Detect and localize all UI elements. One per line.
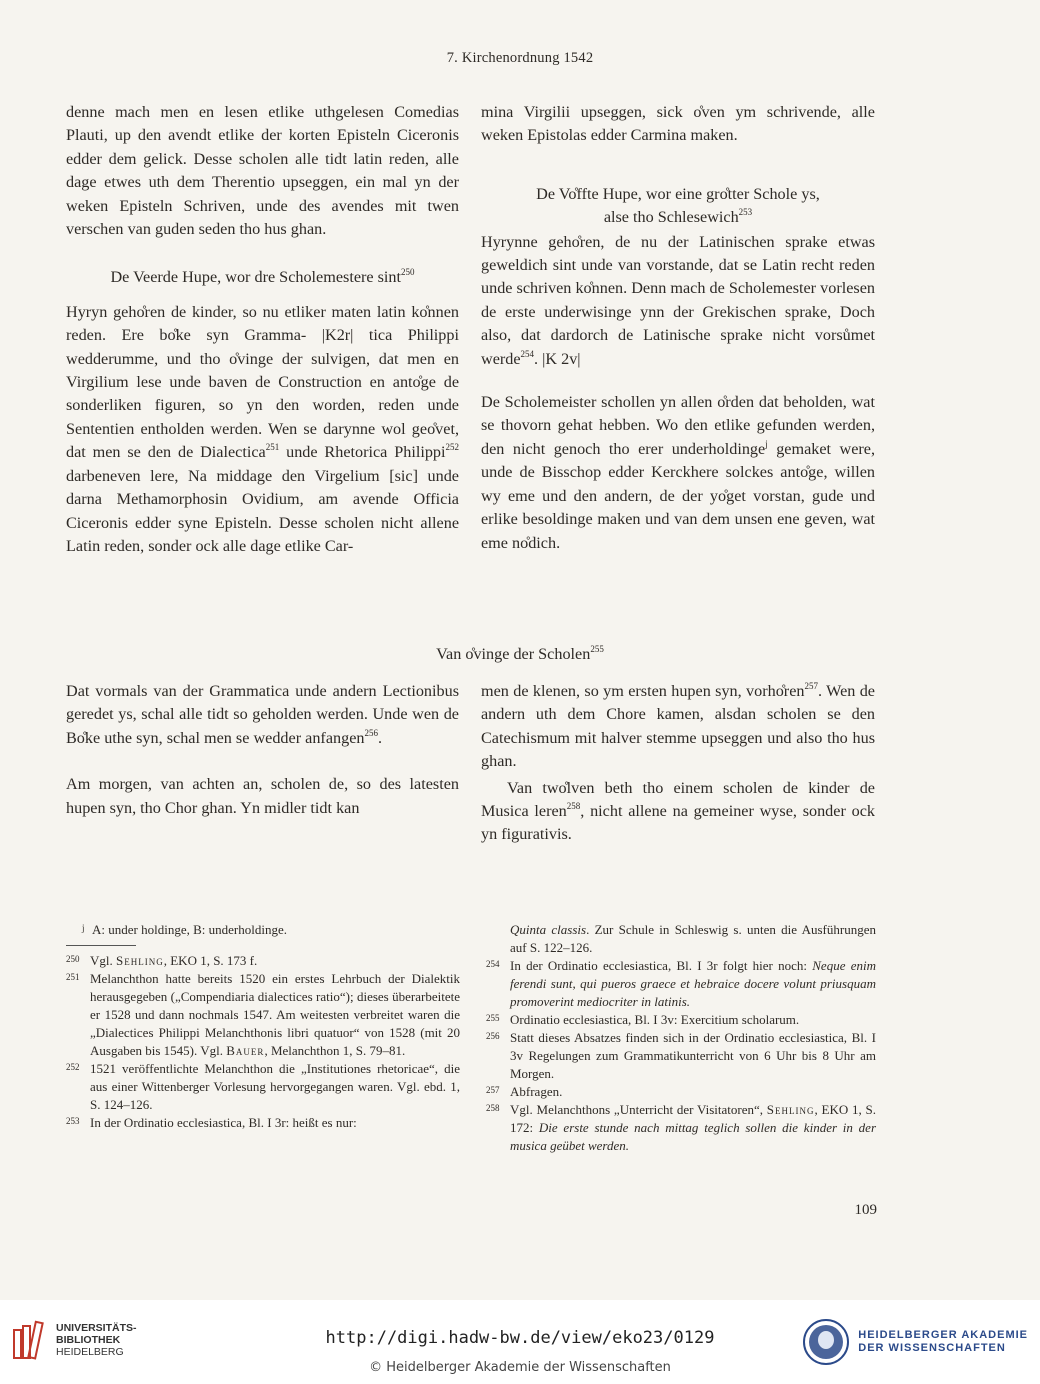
- paragraph: [66, 680, 459, 750]
- footnote-number: 257: [486, 1085, 500, 1095]
- footnote-ref: 251: [265, 442, 280, 453]
- footnote-text-part: Vgl.: [90, 953, 116, 968]
- section-heading-5: [481, 183, 875, 230]
- footnote: [66, 952, 460, 970]
- paragraph-text: men de klenen, so ym ersten hupen syn, vorho̊ren: [481, 682, 805, 700]
- copyright-notice: © Heidelberger Akademie der Wissenschaften: [369, 1360, 671, 1375]
- academy-seal-icon: [802, 1318, 850, 1366]
- footnote-text: Abfragen.: [510, 1084, 563, 1099]
- footnote-number: 258: [486, 1103, 500, 1113]
- footnote-text: [510, 1101, 876, 1155]
- footnote-ref: 257: [804, 681, 818, 691]
- footnote-ref: 250: [401, 267, 415, 278]
- paragraph: [481, 777, 875, 847]
- paragraph: [481, 680, 875, 774]
- footnotes-right: [486, 921, 876, 1155]
- academy-logo[interactable]: [802, 1318, 1028, 1366]
- footnote-text: [90, 952, 460, 970]
- library-name-line: UNIVERSITÄTS-: [56, 1322, 137, 1334]
- paragraph: [481, 391, 875, 555]
- footnote-number: 251: [66, 972, 80, 982]
- paragraph: denne mach men en lesen etlike uthgelesen Comedias Plauti, up den avendt etlike der korten Episteln Ciceronis edder dem gelick. Desse scholen alle tidt latin reden, alle dage etwes uth dem Therentio upseggen, ein mal yn der weken Episteln Schriven, unde des avendes mit twen verschen van guden seden tho hus ghan.: [66, 103, 459, 239]
- footnote-text-part: In der Ordinatio ecclesiastica, Bl. I 3r folgt hier noch:: [510, 958, 813, 973]
- academy-name: [858, 1329, 1028, 1355]
- author-name: Sehling: [766, 1102, 815, 1117]
- footnote-ref: 256: [364, 727, 378, 738]
- footnote-text-part: , EKO 1, S. 173 f.: [163, 953, 258, 968]
- paragraph-text: Hyryn geho̊ren de kinder, so nu etliker maten latin ko̊nnen reden. Ere bo̊ke syn Gramma- |K2r| tica Philippi wedderumme, und tho o̊vinge der sulvigen, dat men en Virgilium lese unde baven de Construction en anto̊ge de sonderliken figuren, so yn den worden, reden unde Sententien entholden werden. Wen se darynne wol geo̊vet, dat men se den de Dialectica: [66, 302, 459, 462]
- paragraph-text: Dat vormals van der Grammatica unde andern Lectionibus geredet ys, schal alle tidt so geholden werden. Unde wen de Bo̊ke uthe syn, schal men se wedder anfangen: [66, 682, 459, 747]
- author-name: Sehling: [116, 953, 164, 968]
- footnote-text: [510, 957, 876, 1011]
- section-heading-exercises: [0, 645, 1040, 664]
- footnote: [486, 1029, 876, 1083]
- page-number: 109: [854, 1202, 877, 1218]
- academy-name-line: DER WISSENSCHAFTEN: [858, 1342, 1006, 1354]
- footnote-number: 254: [486, 959, 500, 969]
- footnote-text-part: , Melanchthon 1, S. 79–81.: [264, 1043, 406, 1058]
- footnote-indent: [486, 921, 510, 957]
- footnote-text-part: Vgl. Melanchthons „Unterricht der Visitatoren“,: [510, 1102, 767, 1117]
- footnote-text: [510, 921, 876, 957]
- footnote-ref: 253: [738, 207, 753, 218]
- footnote: [66, 1114, 460, 1132]
- paragraph-text: . |K 2v|: [534, 349, 581, 368]
- footnote-text: A: under holdinge, B: underholdinge.: [92, 922, 287, 937]
- footnote-italic: Die erste stunde nach mittag teglich sollen die kinder in der musica geübet werden.: [510, 1120, 876, 1153]
- paragraph-text: De Scholemeister schollen yn allen o̊rden dat beholden, wat se thovorn gehat hebben. Wo den etlike gefunden werden, den nicht genoch tho erer underholdinge: [481, 393, 875, 458]
- paragraph-text: gemaket were, unde de Bisschop edder Kerckhere solckes anto̊ge, willen wy eme und den andern, de der yo̊get vorstan, gude und erlike besoldinge maken und van dem unsen ene geven, wat eme no̊dich.: [481, 439, 875, 552]
- academy-name-line: HEIDELBERGER AKADEMIE: [858, 1329, 1028, 1341]
- footnote-italic: Quinta classis: [510, 922, 587, 937]
- paragraph-text: Van two̊lven beth tho einem scholen de kinder de Musica leren: [481, 778, 875, 821]
- footnote: [66, 970, 460, 1060]
- footnote-continuation: [486, 921, 876, 957]
- footnote-ref: 254: [520, 348, 535, 359]
- paragraph-text: . Wen de andern uth dem Chore kamen, alsdan scholen se den Catechismum mit halver stemme upseggen und also tho hus ghan.: [481, 682, 875, 771]
- footnote: [82, 921, 460, 939]
- footnote-number: 252: [66, 1062, 80, 1072]
- footnote-ref: 255: [590, 644, 604, 654]
- paragraph-text: .: [377, 728, 383, 747]
- footnote-ref: 252: [445, 442, 459, 453]
- footnote-text: Statt dieses Absatzes finden sich in der Ordinatio ecclesiastica, Bl. I 3v Regelungen zum Grammatikunterricht von 6 Uhr bis 8 Uhr am Morgen.: [510, 1030, 876, 1081]
- paragraph-text: , nicht allene na gemeiner wyse, sonder ock yn figurativis.: [481, 802, 875, 844]
- footnote-text-part: . Zur Schule in Schleswig s. unten die Ausführungen auf S. 122–126.: [510, 922, 876, 955]
- footnote-text: 1521 veröffentlichte Melanchthon die „Institutiones rhetoricae“, die aus einer Wittenberger Vorlesung hervorgegangen waren. Vgl. ebd. 1, S. 124–126.: [90, 1061, 460, 1112]
- footnote-ref: j: [765, 438, 768, 449]
- author-name: Bauer: [226, 1043, 265, 1058]
- footnote: [66, 1060, 460, 1114]
- heading-text: De Veerde Hupe, wor dre Scholemestere sint: [110, 268, 402, 287]
- heading-text: Van o̊vinge der Scholen: [436, 645, 591, 663]
- footnote-text-part: , EKO 1, S. 172:: [510, 1102, 876, 1135]
- paragraph-text: Hyrynne geho̊ren, de nu der Latinischen sprake etwas geweldich sint unde van vorstande, dat se Latin recht reden unde schriven ko̊nnen. Denn mach de Scholemester vorlesen de erste underwisinge ynn der Grekischen sprake, Doch also, dat dardorch de Latinische sprake nicht vorsůmet werde: [481, 232, 875, 368]
- footnote-text-part: Melanchthon hatte bereits 1520 ein erstes Lehrbuch der Dialektik herausgegeben („Compendiaria dialectices ratio“); dieses überarbeitete er 1528 und dann nochmals 1547. Am weitesten verbreitet waren die „Dialectices Philippi Melanchthonis libri quatuor“ von 1528 (mit 20 Ausgaben bis 1545). Vgl.: [90, 971, 460, 1058]
- footnote-text: [90, 970, 460, 1060]
- footnote-number: j: [82, 923, 85, 933]
- footnote: [486, 1011, 876, 1029]
- paragraph-text: unde Rhetorica Philippi: [279, 443, 446, 462]
- section-heading-4: [66, 266, 459, 289]
- paragraph-text: darbeneven lere, Na middage den Virgelium [sic] unde darna Methamorphosin Ovidium, am avende Officia Ciceronis edder syne Episteln. Desse scholen nicht allene Latin reden, sonder ock alle dage etlike Car-: [66, 466, 459, 555]
- footnotes-left: [66, 921, 460, 1132]
- footnote-ref: 258: [566, 801, 581, 812]
- library-name-line: BIBLIOTHEK: [56, 1334, 121, 1346]
- footnote: [486, 957, 876, 1011]
- column-right-lower: [481, 680, 875, 847]
- footnote-italic: Neque enim ferendi sunt, qui pueros graece et hebraice docere volunt priusquam promoverint mediocriter in latinis.: [510, 958, 876, 1009]
- paragraph: [66, 301, 459, 558]
- footnote-separator: [66, 945, 136, 946]
- paragraph: Am morgen, van achten an, scholen de, so des latesten hupen syn, tho Chor ghan. Yn midler tidt kan: [66, 775, 459, 817]
- heading-text: De Vo̊ffte Hupe, wor eine gro̊tter Schole ys,: [536, 184, 820, 203]
- library-name-line: HEIDELBERG: [56, 1346, 124, 1358]
- footnote-text: In der Ordinatio ecclesiastica, Bl. I 3r: heißt es nur:: [90, 1115, 357, 1130]
- paragraph: [481, 231, 875, 371]
- footnote-number: 250: [66, 954, 80, 964]
- footnote-number: 255: [486, 1013, 500, 1023]
- permalink-url[interactable]: http://digi.hadw-bw.de/view/eko23/0129: [325, 1328, 715, 1348]
- column-left-upper: [66, 101, 459, 558]
- running-head: 7. Kirchenordnung 1542: [446, 50, 594, 66]
- column-right-upper: [481, 101, 875, 555]
- footnote: [486, 1101, 876, 1155]
- footnote: [486, 1083, 876, 1101]
- paragraph: mina Virgilii upseggen, sick o̊ven ym schrivende, alle weken Epistolas edder Carmina maken.: [481, 103, 875, 145]
- column-left-lower: [66, 680, 459, 820]
- viewer-footer: [0, 1300, 1040, 1384]
- footnote-number: 253: [66, 1116, 80, 1126]
- footnote-number: 256: [486, 1031, 500, 1041]
- footnote-text: Ordinatio ecclesiastica, Bl. I 3v: Exercitium scholarum.: [510, 1012, 800, 1027]
- heading-text: alse tho Schlesewich: [603, 208, 739, 227]
